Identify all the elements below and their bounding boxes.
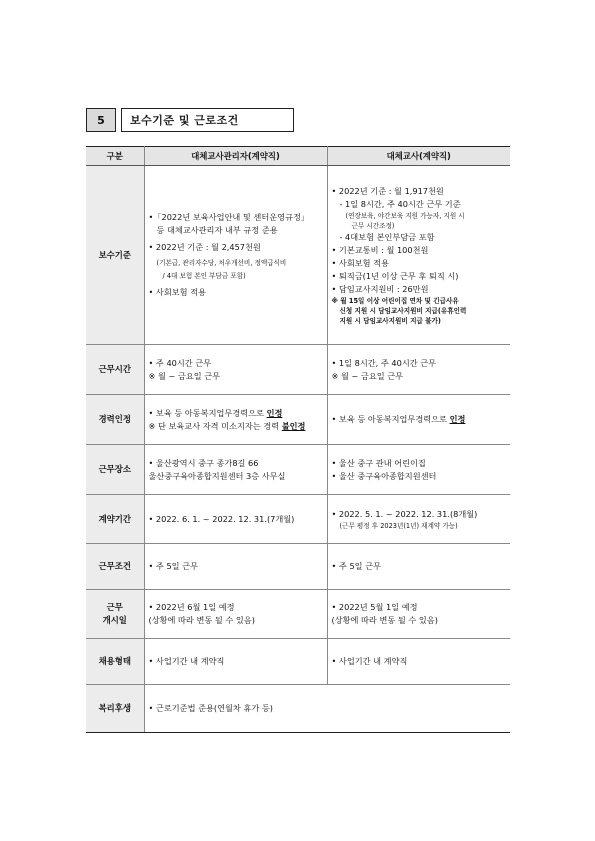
table-row-welfare [86, 685, 510, 733]
text-line: • 2022년 기준 : 월 2,457천원 [148, 242, 261, 252]
row-label-period: 계약기간 [86, 495, 144, 544]
emphasis-text: 불인정 [281, 420, 306, 431]
emphasis-text: 인정 [449, 414, 466, 424]
note-line: 신청 지원 시 담임교사지원비 지급(유휴인력 [339, 306, 467, 315]
table-row-conditions [86, 544, 510, 590]
text-line: • 사업기간 내 계약직 [331, 656, 408, 666]
text-line [149, 420, 323, 433]
text-line: • 근로기준법 준용(연월차 휴가 등) [148, 703, 273, 713]
pay-manager-cell [144, 166, 327, 345]
pay-teacher-cell [327, 166, 510, 345]
text-line: • 2022년 5월 1일 예정 [331, 602, 418, 612]
table-row-type [86, 639, 510, 685]
conditions-table [86, 146, 510, 733]
note-line: ※ 월 15일 이상 어린이집 연차 및 긴급사유 [331, 296, 459, 305]
text-line: • 담임교사지원비 : 26만원 [331, 283, 429, 294]
type-manager-cell [144, 639, 327, 685]
table-header-row [86, 147, 510, 166]
hours-teacher-cell [327, 345, 510, 395]
text-span: • 보육 등 아동복지업무경력으로 [331, 414, 450, 424]
start-teacher-cell [327, 590, 510, 639]
table-row-career [86, 395, 510, 445]
text-line: - 4대보험 본인부담금 포함 [339, 231, 435, 242]
row-label-conditions: 근무조건 [86, 544, 144, 590]
career-teacher-cell [327, 395, 510, 445]
text-line: (근무 평정 후 2023년(1년) 재계약 가능) [339, 521, 458, 530]
text-line: • 2022. 6. 1. ~ 2022. 12. 31.(7개월) [148, 513, 295, 524]
text-line [149, 407, 323, 420]
career-manager-cell [144, 395, 327, 445]
label-line: 개시일 [102, 615, 127, 625]
text-line: • 울산 중구육아종합지원센터 [331, 470, 437, 481]
row-label-pay: 보수기준 [86, 166, 144, 345]
row-label-welfare: 복리후생 [86, 685, 144, 733]
row-label-career: 경력인정 [86, 395, 144, 445]
text-line: • 퇴직금(1년 이상 근무 후 퇴직 시) [331, 270, 459, 281]
text-line: • 2022. 5. 1. ~ 2022. 12. 31.(8개월) [331, 508, 478, 519]
text-line: ※ 월 ~ 금요일 근무 [331, 370, 404, 381]
conditions-teacher-cell [327, 544, 510, 590]
start-manager-cell [144, 590, 327, 639]
row-label-place: 근무장소 [86, 445, 144, 495]
text-line: (상황에 따라 변동 될 수 있음) [148, 615, 255, 625]
text-span: ※ 단 보육교사 자격 미소지자는 경력 [148, 420, 282, 431]
period-manager-cell [144, 495, 327, 544]
text-line: • 주 5일 근무 [148, 561, 198, 571]
table-row-pay [86, 166, 510, 345]
conditions-manager-cell [144, 544, 327, 590]
text-line: • 울산 중구 관내 어린이집 [331, 457, 426, 468]
emphasis-text: 인정 [266, 407, 283, 418]
text-line: 근무 시간조정) [351, 221, 395, 230]
note-line: 지원 시 담임교사지원비 지급 불가) [339, 316, 441, 325]
text-line: 등 대체교사관리자 내부 규정 준용 [156, 225, 278, 235]
welfare-cell [144, 685, 510, 733]
row-label-start [86, 590, 144, 639]
text-line: 울산중구육아종합지원센터 3층 사무실 [148, 470, 286, 481]
text-span: • 보육 등 아동복지업무경력으로 [148, 407, 267, 418]
text-line: •「2022년 보육사업안내 및 센터운영규정」 [148, 212, 310, 222]
text-line: • 주 40시간 근무 [148, 357, 212, 368]
text-line: • 사회보험 적용 [148, 287, 206, 297]
label-line: 근무 [106, 602, 123, 612]
section-heading: 보수기준 및 근로조건 [121, 108, 294, 132]
hours-manager-cell [144, 345, 327, 395]
text-line: • 1일 8시간, 주 40시간 근무 [331, 357, 437, 368]
header-manager: 대체교사관리자(계약직) [144, 147, 327, 166]
period-teacher-cell [327, 495, 510, 544]
table-row-period [86, 495, 510, 544]
row-label-hours: 근무시간 [86, 345, 144, 395]
header-teacher: 대체교사(계약직) [327, 147, 510, 166]
place-manager-cell [144, 445, 327, 495]
row-label-type: 채용형태 [86, 639, 144, 685]
text-line: / 4대 보험 본인 부담금 포함) [162, 272, 246, 280]
text-line: (기본급, 관리자수당, 처우개선비, 정액급식비 [156, 259, 287, 267]
text-line: • 사회보험 적용 [331, 257, 389, 268]
text-line [332, 413, 507, 426]
text-line: • 2022년 6월 1일 예정 [148, 602, 235, 612]
text-line: • 기본교통비 : 월 100천원 [331, 244, 429, 255]
table-row-hours [86, 345, 510, 395]
place-teacher-cell [327, 445, 510, 495]
text-line: (연장보육, 야간보육 지원 가능자, 지원 시 [345, 211, 465, 220]
header-category: 구분 [86, 147, 144, 166]
table-row-start [86, 590, 510, 639]
text-line: • 울산광역시 중구 종가8길 66 [148, 457, 259, 468]
section-title [86, 108, 294, 132]
text-line: • 2022년 기준 : 월 1,917천원 [331, 185, 444, 196]
table-row-place [86, 445, 510, 495]
text-line: ※ 월 ~ 금요일 근무 [148, 370, 221, 381]
text-line: - 1일 8시간, 주 40시간 근무 기준 [339, 198, 461, 209]
section-number: 5 [86, 108, 116, 132]
text-line: • 사업기간 내 계약직 [148, 656, 225, 666]
text-line: (상황에 따라 변동 될 수 있음) [331, 615, 438, 625]
text-line: • 주 5일 근무 [331, 561, 381, 571]
type-teacher-cell [327, 639, 510, 685]
